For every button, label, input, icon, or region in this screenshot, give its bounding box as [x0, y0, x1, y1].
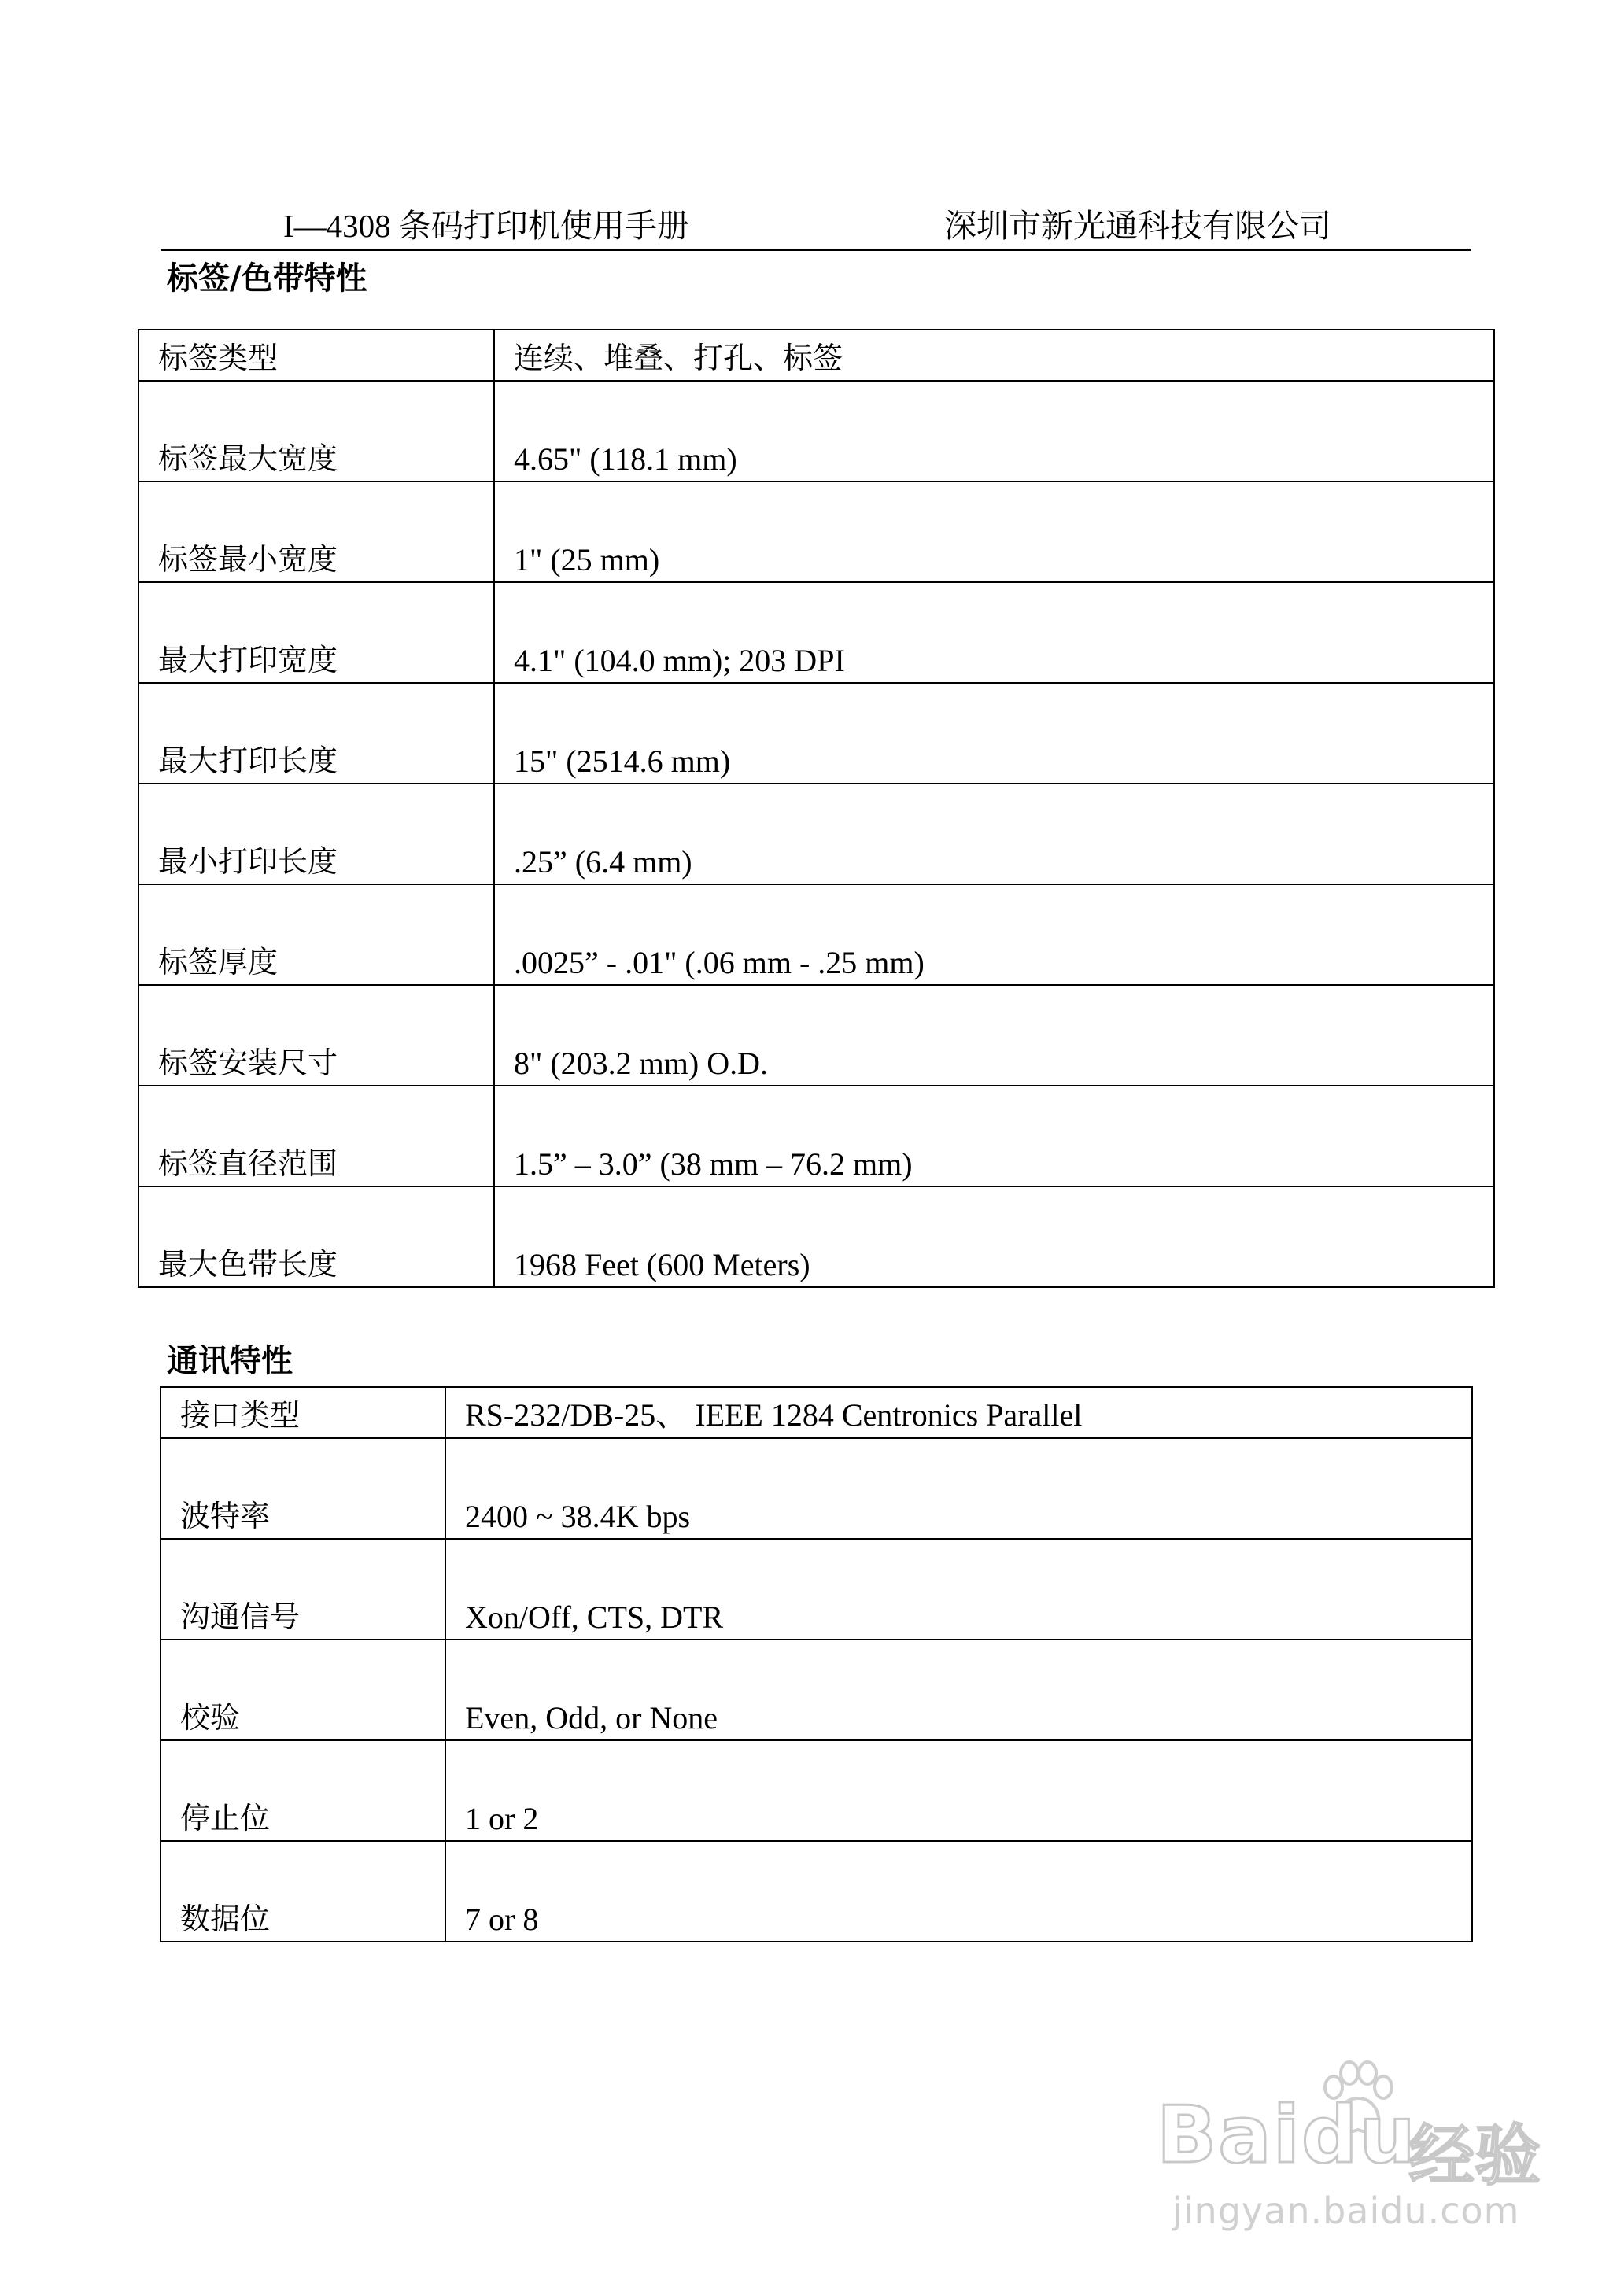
spec-value: Even, Odd, or None [445, 1640, 1472, 1740]
baidu-jingyan-watermark [1157, 2057, 1550, 2230]
section-title-communication: 通讯特性 [167, 1343, 293, 1379]
table-row [138, 683, 1494, 784]
table-row [138, 582, 1494, 683]
table-row [138, 1086, 1494, 1186]
spec-value: 4.1" (104.0 mm); 203 DPI [494, 582, 1494, 683]
spec-value: Xon/Off, CTS, DTR [445, 1539, 1472, 1640]
spec-label: 最大打印宽度 [138, 582, 494, 683]
spec-label: 最小打印长度 [138, 784, 494, 884]
page-header [161, 189, 1471, 251]
table-row [161, 1387, 1472, 1438]
spec-value: .0025” - .01" (.06 mm - .25 mm) [494, 884, 1494, 985]
manual-title: I—4308 条码打印机使用手册 [283, 208, 689, 244]
table-row [161, 1640, 1472, 1740]
spec-value: RS-232/DB-25、 IEEE 1284 Centronics Parallel [445, 1387, 1472, 1438]
spec-label: 停止位 [161, 1740, 445, 1841]
watermark-suffix: 经验 [1408, 2117, 1541, 2194]
spec-value: 连续、堆叠、打孔、标签 [494, 330, 1494, 381]
spec-value: 4.65" (118.1 mm) [494, 381, 1494, 481]
spec-label: 接口类型 [161, 1387, 445, 1438]
table-row [161, 1438, 1472, 1539]
spec-value: 1 or 2 [445, 1740, 1472, 1841]
spec-value: 7 or 8 [445, 1841, 1472, 1942]
spec-label: 标签安装尺寸 [138, 985, 494, 1086]
spec-value: 1968 Feet (600 Meters) [494, 1186, 1494, 1287]
spec-label: 校验 [161, 1640, 445, 1740]
watermark-brand: Baidu [1157, 2089, 1417, 2181]
spec-value: 1" (25 mm) [494, 481, 1494, 582]
spec-label: 标签类型 [138, 330, 494, 381]
table-row [161, 1740, 1472, 1841]
watermark-url: jingyan.baidu.com [1172, 2190, 1520, 2232]
spec-label: 最大打印长度 [138, 683, 494, 784]
table-row [138, 784, 1494, 884]
table-row [138, 481, 1494, 582]
spec-label: 沟通信号 [161, 1539, 445, 1640]
table-row [161, 1841, 1472, 1942]
table-row [138, 330, 1494, 381]
spec-value: 2400 ~ 38.4K bps [445, 1438, 1472, 1539]
table-row [138, 985, 1494, 1086]
communication-spec-table [160, 1386, 1473, 1942]
spec-label: 数据位 [161, 1841, 445, 1942]
spec-value: 1.5” – 3.0” (38 mm – 76.2 mm) [494, 1086, 1494, 1186]
spec-label: 标签直径范围 [138, 1086, 494, 1186]
table-row [138, 884, 1494, 985]
spec-value: 8" (203.2 mm) O.D. [494, 985, 1494, 1086]
spec-value: .25” (6.4 mm) [494, 784, 1494, 884]
company-name: 深圳市新光通科技有限公司 [944, 208, 1331, 244]
spec-label: 波特率 [161, 1438, 445, 1539]
table-row [161, 1539, 1472, 1640]
spec-label: 标签厚度 [138, 884, 494, 985]
label-ribbon-spec-table [138, 329, 1495, 1288]
spec-label: 标签最小宽度 [138, 481, 494, 582]
spec-label: 最大色带长度 [138, 1186, 494, 1287]
section-title-label-ribbon: 标签/色带特性 [167, 260, 367, 297]
spec-label: 标签最大宽度 [138, 381, 494, 481]
table-row [138, 381, 1494, 481]
table-row [138, 1186, 1494, 1287]
spec-value: 15" (2514.6 mm) [494, 683, 1494, 784]
